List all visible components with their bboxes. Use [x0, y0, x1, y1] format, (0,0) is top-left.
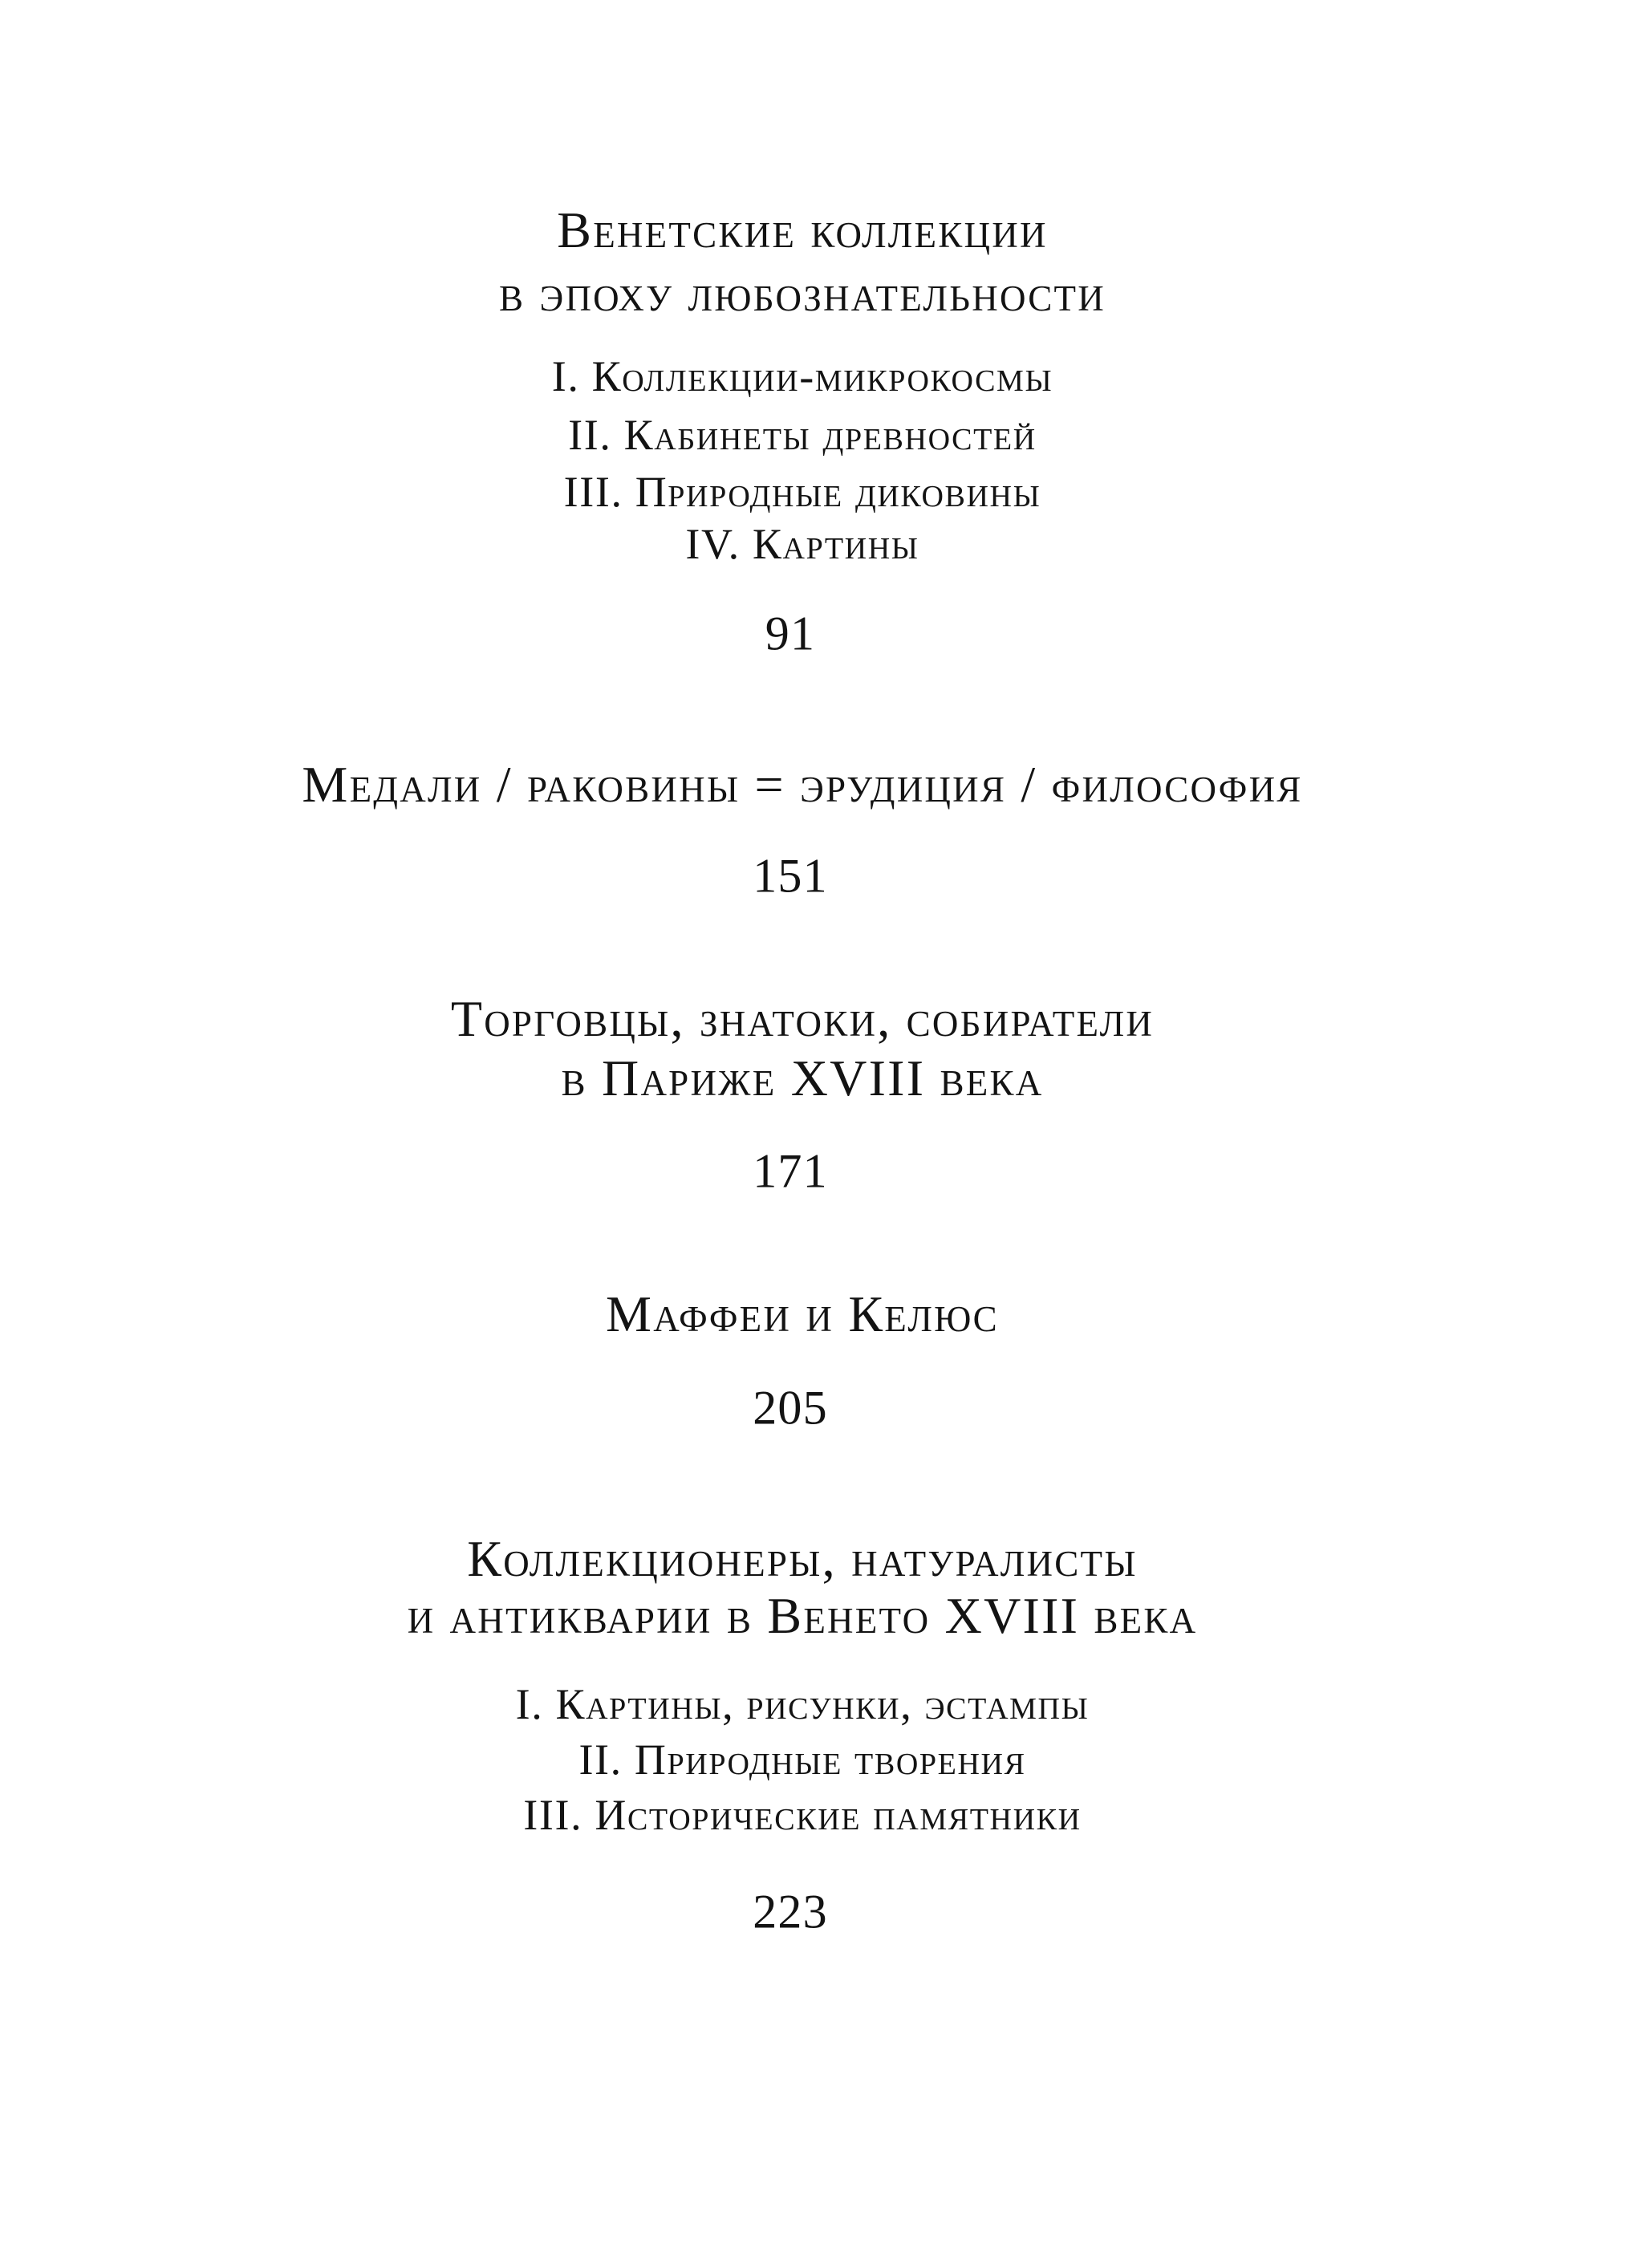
section-2-page-number: 151	[753, 849, 828, 903]
section-1-subitem-3: III. Природные диковины	[563, 467, 1041, 516]
section-4-page-number: 205	[753, 1381, 828, 1435]
section-1-subitem-1: I. Коллекции-микрокосмы	[551, 351, 1053, 400]
section-2-title-line-1: Медали / раковины = эрудиция / философия	[302, 756, 1303, 814]
section-5-subitem-1: I. Картины, рисунки, эстампы	[515, 1679, 1090, 1728]
section-1-subitem-4: IV. Картины	[685, 519, 919, 568]
section-5-title-line-2: и антикварии в Венето XVIII века	[407, 1587, 1198, 1645]
section-3-title-line-2: в Париже XVIII века	[561, 1049, 1044, 1107]
section-1-title-line-2: в эпоху любознательности	[499, 265, 1106, 323]
section-1-subitem-2: II. Кабинеты древностей	[568, 410, 1037, 459]
section-3-page-number: 171	[753, 1144, 828, 1198]
section-5-subitem-2: II. Природные творения	[578, 1735, 1026, 1784]
section-5-title-line-1: Коллекционеры, натуралисты	[467, 1530, 1138, 1588]
section-1-title-line-1: Венетские коллекции	[557, 201, 1048, 259]
section-1-page-number: 91	[765, 607, 816, 660]
section-5-subitem-3: III. Исторические памятники	[523, 1790, 1082, 1839]
section-4-title-line-1: Маффеи и Келюс	[606, 1285, 999, 1343]
section-5-page-number: 223	[753, 1885, 828, 1938]
section-3-title-line-1: Торговцы, знатоки, собиратели	[450, 990, 1155, 1048]
